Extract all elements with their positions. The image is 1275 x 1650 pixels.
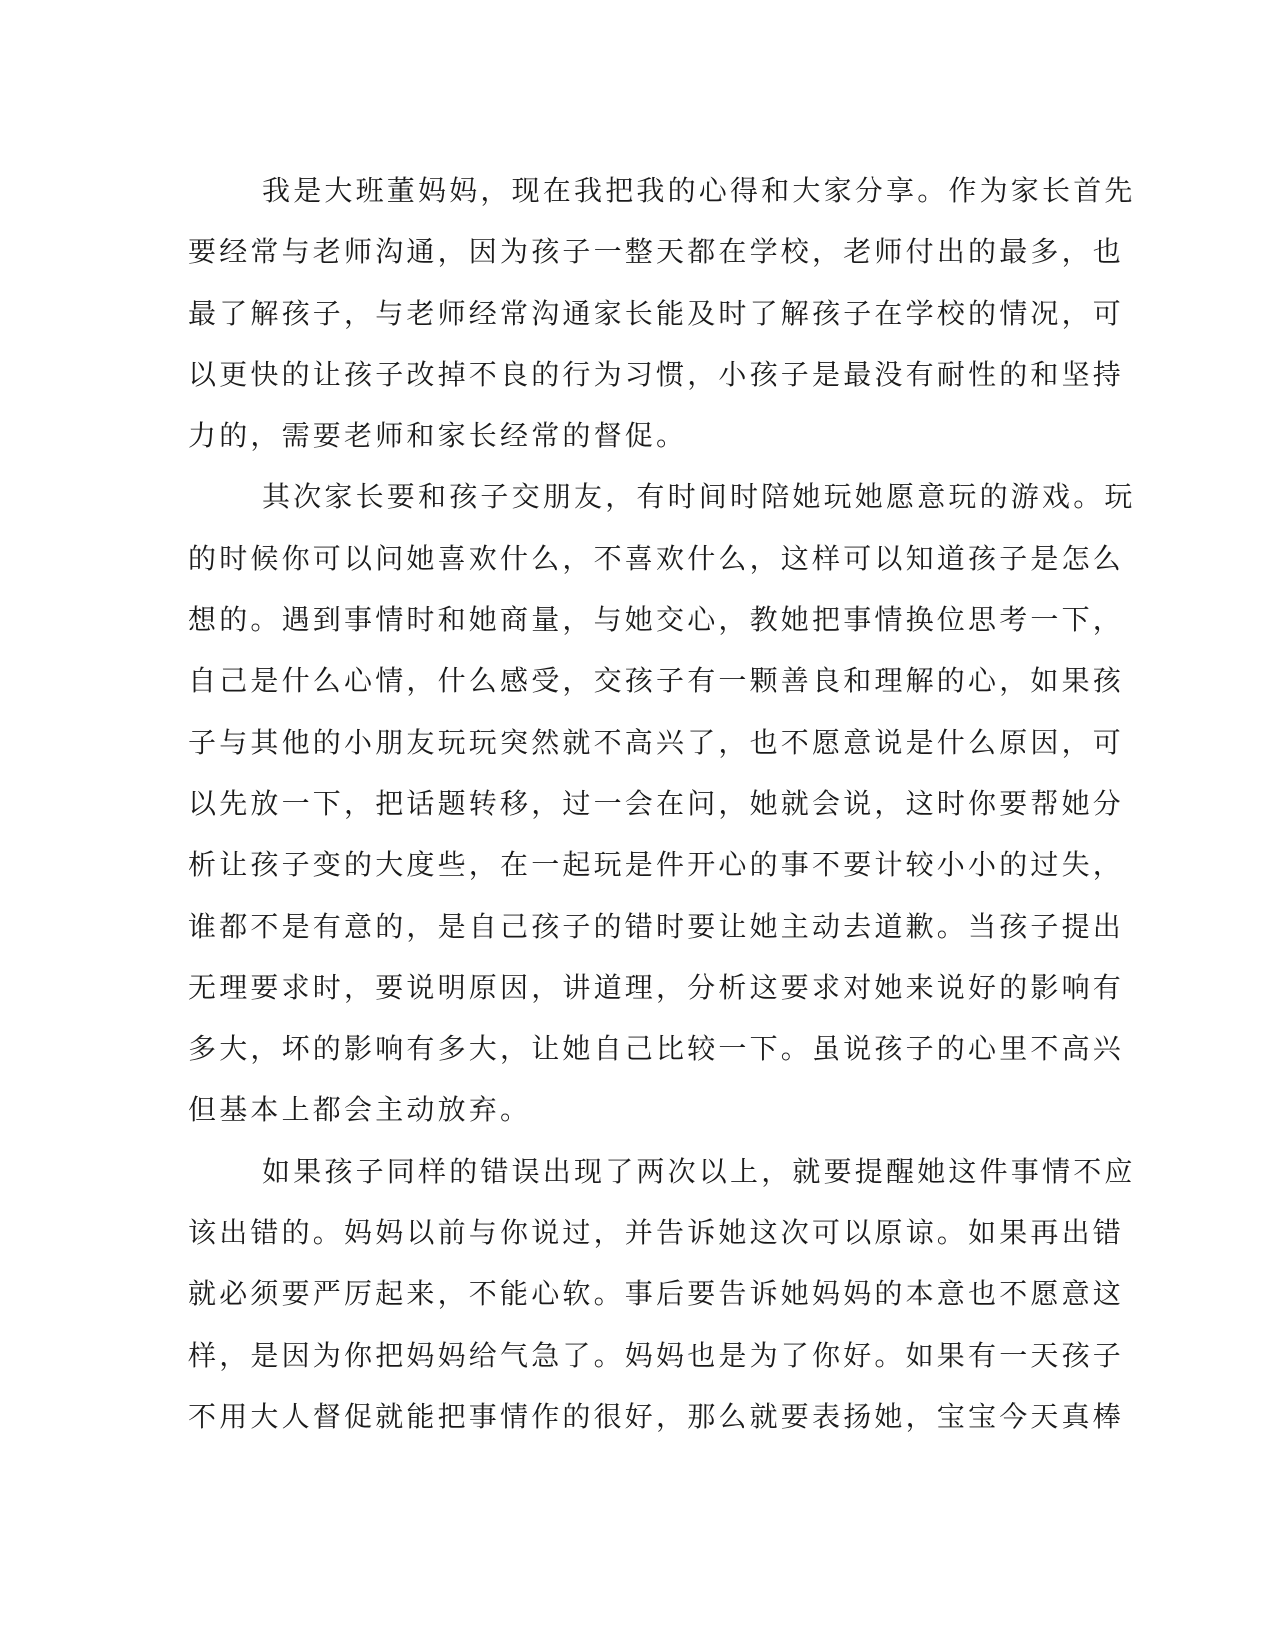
text-line: 就必须要严厉起来，不能心软。事后要告诉她妈妈的本意也不愿意这 — [188, 1277, 1125, 1311]
text-line: 的时候你可以问她喜欢什么，不喜欢什么，这样可以知道孩子是怎么 — [188, 541, 1125, 575]
text-line: 其次家长要和孩子交朋友，有时间时陪她玩她愿意玩的游戏。玩 — [262, 480, 1136, 514]
text-line: 最了解孩子，与老师经常沟通家长能及时了解孩子在学校的情况，可 — [188, 296, 1125, 330]
text-line: 析让孩子变的大度些，在一起玩是件开心的事不要计较小小的过失， — [188, 848, 1125, 882]
text-line: 谁都不是有意的，是自己孩子的错时要让她主动去道歉。当孩子提出 — [188, 909, 1125, 943]
text-line: 如果孩子同样的错误出现了两次以上，就要提醒她这件事情不应 — [262, 1154, 1136, 1188]
text-line: 自己是什么心情，什么感受，交孩子有一颗善良和理解的心，如果孩 — [188, 664, 1125, 698]
text-line: 以先放一下，把话题转移，过一会在问，她就会说，这时你要帮她分 — [188, 786, 1125, 820]
paragraph-2 — [188, 466, 1136, 1140]
paragraph-1 — [188, 160, 1136, 466]
text-line: 以更快的让孩子改掉不良的行为习惯，小孩子是最没有耐性的和坚持 — [188, 357, 1125, 391]
text-line: 该出错的。妈妈以前与你说过，并告诉她这次可以原谅。如果再出错 — [188, 1216, 1125, 1250]
text-line: 不用大人督促就能把事情作的很好，那么就要表扬她，宝宝今天真棒 — [188, 1399, 1125, 1433]
text-line: 样，是因为你把妈妈给气急了。妈妈也是为了你好。如果有一天孩子 — [188, 1338, 1125, 1372]
text-line: 我是大班董妈妈，现在我把我的心得和大家分享。作为家长首先 — [262, 174, 1136, 207]
text-line: 子与其他的小朋友玩玩突然就不高兴了，也不愿意说是什么原因，可 — [188, 725, 1125, 759]
body-text — [188, 160, 1136, 1447]
paragraph-3 — [188, 1141, 1136, 1447]
text-line: 力的，需要老师和家长经常的督促。 — [188, 419, 688, 453]
text-line: 但基本上都会主动放弃。 — [188, 1093, 532, 1127]
text-line: 无理要求时，要说明原因，讲道理，分析这要求对她来说好的影响有 — [188, 970, 1125, 1004]
text-line: 想的。遇到事情时和她商量，与她交心，教她把事情换位思考一下， — [188, 603, 1125, 637]
text-line: 多大，坏的影响有多大，让她自己比较一下。虽说孩子的心里不高兴 — [188, 1032, 1125, 1066]
text-line: 要经常与老师沟通，因为孩子一整天都在学校，老师付出的最多，也 — [188, 235, 1125, 269]
